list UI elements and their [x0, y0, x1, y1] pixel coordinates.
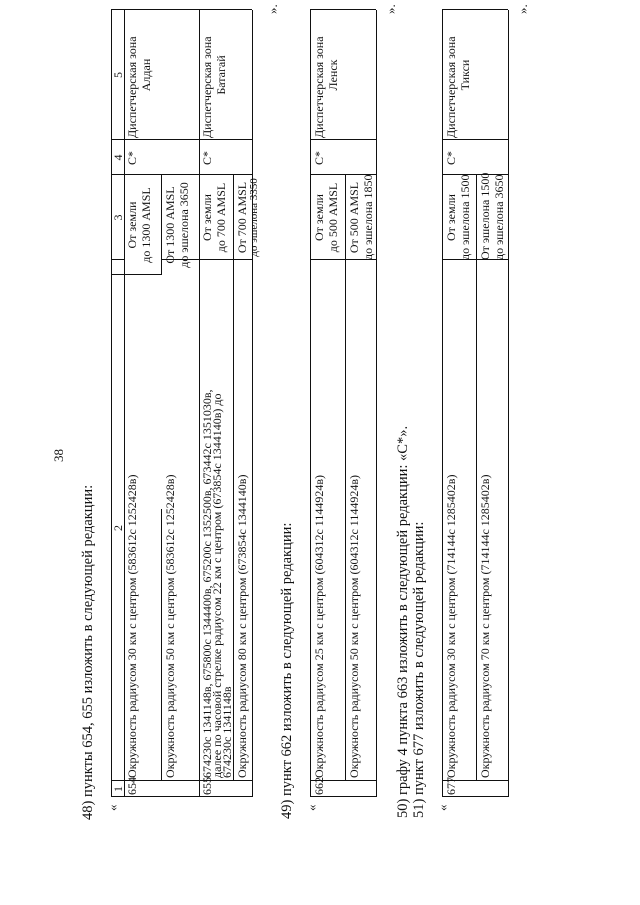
close-quote-48: ». [265, 4, 280, 14]
row-number: 662 [312, 777, 326, 795]
col-header-1: 1 [111, 786, 125, 792]
col-header-3: 3 [111, 214, 125, 221]
section-50-heading: 50) графу 4 пункта 663 изложить в следующей редакции: «C*». [395, 425, 411, 818]
zone-name: Диспетчерская зона [312, 36, 326, 138]
zone-name: Диспетчерская зона [444, 36, 458, 138]
row-number: 677 [444, 777, 458, 795]
area-cell: Окружность радиусом 80 км с центром (673854с 1344140в) [235, 474, 249, 778]
section-49-heading: 49) пункт 662 изложить в следующей редакции: [279, 522, 295, 819]
row-number: 654 [125, 777, 139, 795]
limit-lower: От земли [444, 194, 458, 241]
limit-lower: От земли [125, 201, 139, 249]
limit-lower: От 500 AMSL [347, 181, 361, 254]
limit-upper: до 1300 AMSL [139, 187, 153, 263]
area-cell: Окружность радиусом 25 км с центром (604312с 1144924в) [312, 475, 326, 778]
limit-lower: От земли [312, 194, 326, 241]
limit-upper: до эшелона 1500 [458, 174, 472, 260]
zone-city: Ленск [326, 59, 340, 91]
section-48-heading: 48) пункты 654, 655 изложить в следующей редакции: [80, 484, 96, 820]
limit-lower: От эшелона 1500 [478, 172, 492, 260]
limit-upper: до эшелона 3650 [177, 182, 191, 268]
area-cell: Окружность радиусом 70 км с центром (714144с 1285402в) [478, 474, 492, 778]
zone-city: Алдан [139, 58, 153, 92]
close-quote-51: ». [515, 4, 530, 14]
area-cell-line: 674230с 1341148в, 675800с 1344400в, 675200с 1352500в, 673442с 1351030в, [200, 389, 214, 778]
page-number: 38 [51, 449, 66, 462]
col-header-2: 2 [111, 525, 125, 531]
area-cell: Окружность радиусом 30 км с центром (583612с 1252428в) [125, 474, 139, 778]
airspace-class: C* [312, 150, 326, 165]
col-header-4: 4 [111, 154, 125, 161]
limit-upper: до эшелона 3650 [492, 174, 506, 260]
row-number: 655 [200, 777, 214, 795]
area-cell: Окружность радиусом 50 км с центром (604312с 1144924в) [347, 475, 361, 778]
limit-lower: От земли [200, 194, 214, 241]
airspace-class: C* [444, 150, 458, 165]
area-cell-line: далее по часовой стрелке радиусом 22 км с центром (673854с 1344140в) до [210, 393, 224, 778]
limit-lower: От 700 AMSL [235, 181, 249, 254]
area-cell: Окружность радиусом 50 км с центром (583612с 1252428в) [163, 474, 177, 778]
zone-city: Батагай [214, 55, 228, 95]
area-cell-line: 674230с 1341148в [220, 686, 234, 778]
col-header-5: 5 [111, 72, 125, 78]
limit-upper: до эшелона 3350 [248, 178, 260, 257]
zone-name: Диспетчерская зона [125, 36, 139, 138]
zone-name: Диспетчерская зона [200, 36, 214, 138]
airspace-class: C* [125, 150, 139, 165]
open-quote-49: « [304, 804, 319, 811]
limit-lower: От 1300 AMSL [163, 186, 177, 264]
open-quote-48: « [105, 804, 120, 811]
limit-upper: до 700 AMSL [214, 182, 228, 253]
airspace-class: C* [200, 150, 214, 165]
open-quote-51: « [435, 804, 450, 811]
zone-city: Тикси [458, 59, 472, 91]
limit-upper: до 500 AMSL [326, 182, 340, 253]
close-quote-49: ». [383, 4, 398, 14]
section-51-heading: 51) пункт 677 изложить в следующей редакции: [411, 521, 427, 818]
area-cell: Окружность радиусом 30 км с центром (714144с 1285402в) [444, 474, 458, 778]
limit-upper: до эшелона 1850 [361, 174, 375, 260]
